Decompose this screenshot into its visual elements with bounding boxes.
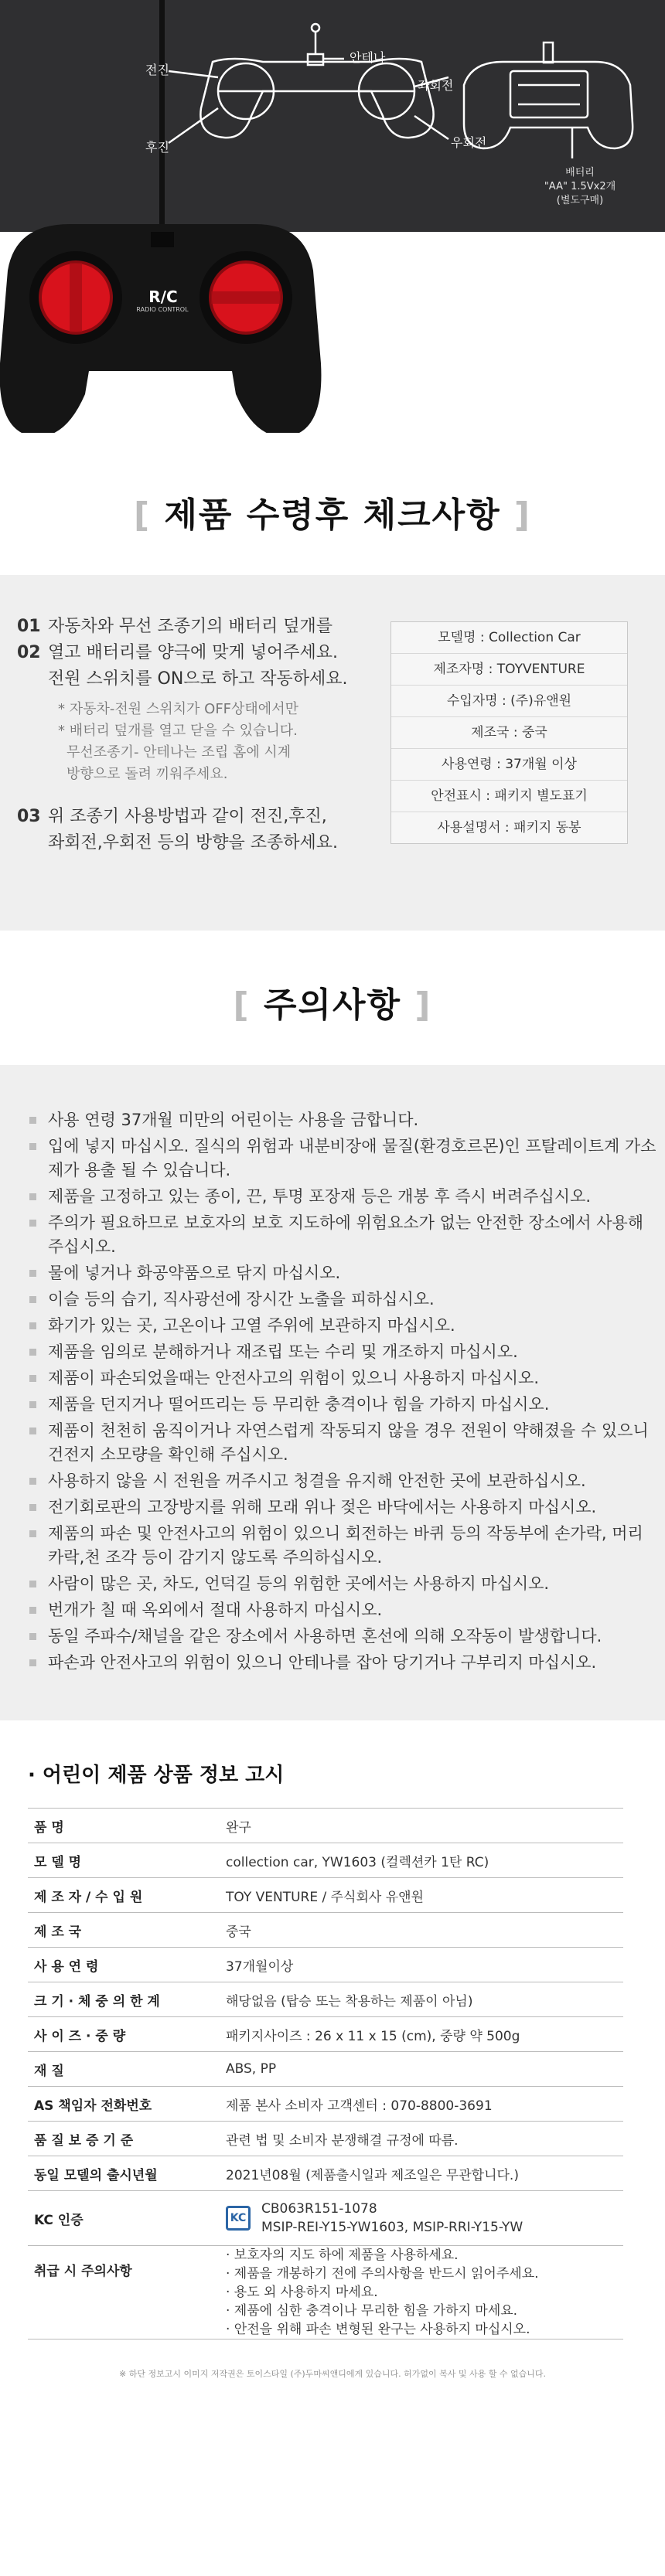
- rc-badge: R/C: [148, 288, 178, 306]
- caution-item: 동일 주파수/채널을 같은 장소에서 사용하면 혼선에 의해 오작동이 발생합니다.: [29, 1625, 659, 1649]
- info-heading: · 어린이 제품 상품 정보 고시: [28, 1764, 285, 1787]
- label-forward: 전진: [145, 63, 169, 77]
- step-item-cont: 좌회전,우회전 등의 방향을 조종하세요.: [48, 833, 338, 852]
- label-left-turn: 좌회전: [418, 78, 454, 93]
- battery-line: 배터리: [565, 167, 595, 179]
- spec-row: 제조국 : 중국: [391, 717, 627, 749]
- step-item: 03 위 조종기 사용방법과 같이 전진,후진,: [17, 807, 327, 826]
- copyright-footer: ※ 하단 정보고시 이미지 저작권은 토이스타일 (주)두마씨앤디에게 있습니다. 허가없이 복사 및 사용 할 수 없습니다.: [119, 2369, 546, 2379]
- caution-item: 이슬 등의 습기, 직사광선에 장시간 노출을 피하십시오.: [29, 1288, 659, 1312]
- spec-row: 사용연령 : 37개월 이상: [391, 749, 627, 781]
- controller-illustrations: [0, 0, 665, 433]
- table-row: 사 이 즈 · 중 량 패키지사이즈 : 26 x 11 x 15 (cm), 중량 약 500g: [28, 2017, 623, 2052]
- spec-row: 안전표시 : 패키지 별도표기: [391, 781, 627, 812]
- spec-box: [390, 621, 628, 844]
- kc-cert-line: MSIP-REI-Y15-YW1603, MSIP-RRI-Y15-YW: [261, 2220, 523, 2235]
- spec-row: 수입자명 : (주)유앤원: [391, 686, 627, 717]
- caution-item: 제품을 임의로 분해하거나 재조립 또는 수리 및 개조하지 마십시오.: [29, 1340, 659, 1364]
- care-line: · 보호자의 지도 하에 제품을 사용하세요.: [226, 2248, 459, 2263]
- caution-item: 번개가 칠 때 옥외에서 절대 사용하지 마십시오.: [29, 1598, 659, 1622]
- caution-item: 제품을 던지거나 떨어뜨리는 등 무리한 충격이나 힘을 가하지 마십시오.: [29, 1393, 659, 1417]
- check-section: [0, 575, 665, 931]
- caution-item: 제품을 고정하고 있는 종이, 끈, 투명 포장재 등은 개봉 후 즉시 버려주십시오.: [29, 1185, 659, 1209]
- battery-line: "AA" 1.5Vx2개: [544, 181, 616, 192]
- step-item-cont: 전원 스위치를 ON으로 하고 작동하세요.: [48, 669, 348, 689]
- table-row: 제 조 자 / 수 입 원 TOY VENTURE / 주식회사 유앤원: [28, 1878, 623, 1913]
- spec-row: 제조자명 : TOYVENTURE: [391, 654, 627, 686]
- kc-cert-line: CB063R151-1078: [261, 2201, 377, 2217]
- label-backward: 후진: [145, 140, 169, 155]
- caution-section: [0, 1065, 665, 1720]
- table-row: 사 용 연 령 37개월이상: [28, 1948, 623, 1982]
- caution-item: 제품이 천천히 움직이거나 자연스럽게 작동되지 않을 경우 전원이 약해졌을 수 있으니 건전지 소모량을 확인해 주십시오.: [29, 1419, 659, 1467]
- check-title-text: 제품 수령후 체크사항: [164, 495, 501, 535]
- product-info-section: [0, 1720, 665, 2397]
- note-line: 무선조종기- 안테나는 조립 홈에 시계: [66, 744, 292, 761]
- caution-list: [0, 1108, 665, 1675]
- table-row: KC 인증 KC CB063R151-1078 MSIP-REI-Y15-YW1603, MSIP-RRI-Y15-YW: [28, 2191, 623, 2246]
- care-line: · 안전을 위해 파손 변형된 완구는 사용하지 마십시오.: [226, 2322, 530, 2337]
- table-row: 재 질 ABS, PP: [28, 2052, 623, 2087]
- table-row: 품 명 완구: [28, 1809, 623, 1843]
- care-line: · 제품을 개봉하기 전에 주의사항을 반드시 읽어주세요.: [226, 2266, 539, 2282]
- label-right-turn: 우회전: [451, 135, 487, 150]
- battery-line: (별도구매): [556, 195, 604, 206]
- step-item: 01 자동차와 무선 조종기의 배터리 덮개를: [17, 617, 333, 636]
- note-line: 방향으로 돌려 끼워주세요.: [66, 766, 228, 782]
- table-row: 제 조 국 중국: [28, 1913, 623, 1948]
- rc-badge-sub: RADIO CONTROL: [136, 306, 189, 313]
- caution-item: 제품이 파손되었을때는 안전사고의 위험이 있으니 사용하지 마십시오.: [29, 1366, 659, 1390]
- caution-item: 사람이 많은 곳, 차도, 언덕길 등의 위험한 곳에서는 사용하지 마십시오.: [29, 1572, 659, 1596]
- caution-item: 전기회로판의 고장방지를 위해 모래 위나 젖은 바닥에서는 사용하지 마십시오.: [29, 1496, 659, 1519]
- table-row: 품 질 보 증 기 준 관련 법 및 소비자 분쟁해결 규정에 따름.: [28, 2122, 623, 2156]
- caution-section-title: [ 주의사항 ]: [233, 985, 432, 1025]
- care-line: · 용도 외 사용하지 마세요.: [226, 2285, 378, 2300]
- kc-mark-icon: KC: [226, 2206, 251, 2231]
- note-line: * 배터리 덮개를 열고 닫을 수 있습니다.: [58, 723, 298, 739]
- info-table: [28, 1808, 623, 2339]
- spec-row: 사용설명서 : 패키지 동봉: [437, 820, 581, 835]
- step-item: 02 열고 배터리를 양극에 맞게 넣어주세요.: [17, 643, 338, 662]
- caution-item: 사용하지 않을 시 전원을 꺼주시고 청결을 유지해 안전한 곳에 보관하십시오.: [29, 1469, 659, 1493]
- caution-item: 파손과 안전사고의 위험이 있으니 안테나를 잡아 당기거나 구부리지 마십시오.: [29, 1651, 659, 1675]
- caution-title-text: 주의사항: [263, 985, 401, 1025]
- table-row: AS 책임자 전화번호 제품 본사 소비자 고객센터 : 070-8800-3691: [28, 2087, 623, 2122]
- care-line: · 제품에 심한 충격이나 무리한 힘을 가하지 마세요.: [226, 2303, 518, 2319]
- label-antenna: 안테나: [350, 50, 386, 65]
- caution-item: 물에 넣거나 화공약품으로 닦지 마십시오.: [29, 1261, 659, 1285]
- spec-row: 모델명 : Collection Car: [391, 622, 627, 654]
- note-line: * 자동차-전원 스위치가 OFF상태에서만: [58, 701, 298, 717]
- table-row: 취급 시 주의사항 · 보호자의 지도 하에 제품을 사용하세요. · 제품을 개봉하기 전에 주의사항을 반드시 읽어주세요. · 용도 외 사용하지 마세요. · 제품에 심한 충격이나 무리한 힘을 가하지 마세요. · 안전을 위해 파손 변형된 완구는 사용하지 마십시오.: [28, 2246, 623, 2339]
- table-row: 크 기 · 체 중 의 한 계 해당없음 (탑승 또는 착용하는 제품이 아님): [28, 1982, 623, 2017]
- caution-item: 사용 연령 37개월 미만의 어린이는 사용을 금합니다.: [29, 1108, 659, 1132]
- table-row: 모 델 명 collection car, YW1603 (컬렉션카 1탄 RC): [28, 1843, 623, 1878]
- table-row: 동일 모델의 출시년월 2021년08월 (제품출시일과 제조일은 무관합니다.): [28, 2156, 623, 2191]
- hero-section: [0, 0, 665, 433]
- caution-item: 화기가 있는 곳, 고온이나 고열 주위에 보관하지 마십시오.: [29, 1314, 659, 1338]
- caution-item: 주의가 필요하므로 보호자의 보호 지도하에 위험요소가 없는 안전한 장소에서 사용해 주십시오.: [29, 1211, 659, 1259]
- caution-item: 제품의 파손 및 안전사고의 위험이 있으니 회전하는 바퀴 등의 작동부에 손가락, 머리카락,천 조각 등이 감기지 않도록 주의하십시오.: [29, 1522, 659, 1570]
- battery-label: [534, 166, 626, 208]
- check-section-title: [ 제품 수령후 체크사항 ]: [133, 495, 532, 535]
- caution-item: 입에 넣지 마십시오. 질식의 위험과 내분비장애 물질(환경호르몬)인 프탈레이트계 가소제가 용출 될 수 있습니다.: [29, 1135, 659, 1183]
